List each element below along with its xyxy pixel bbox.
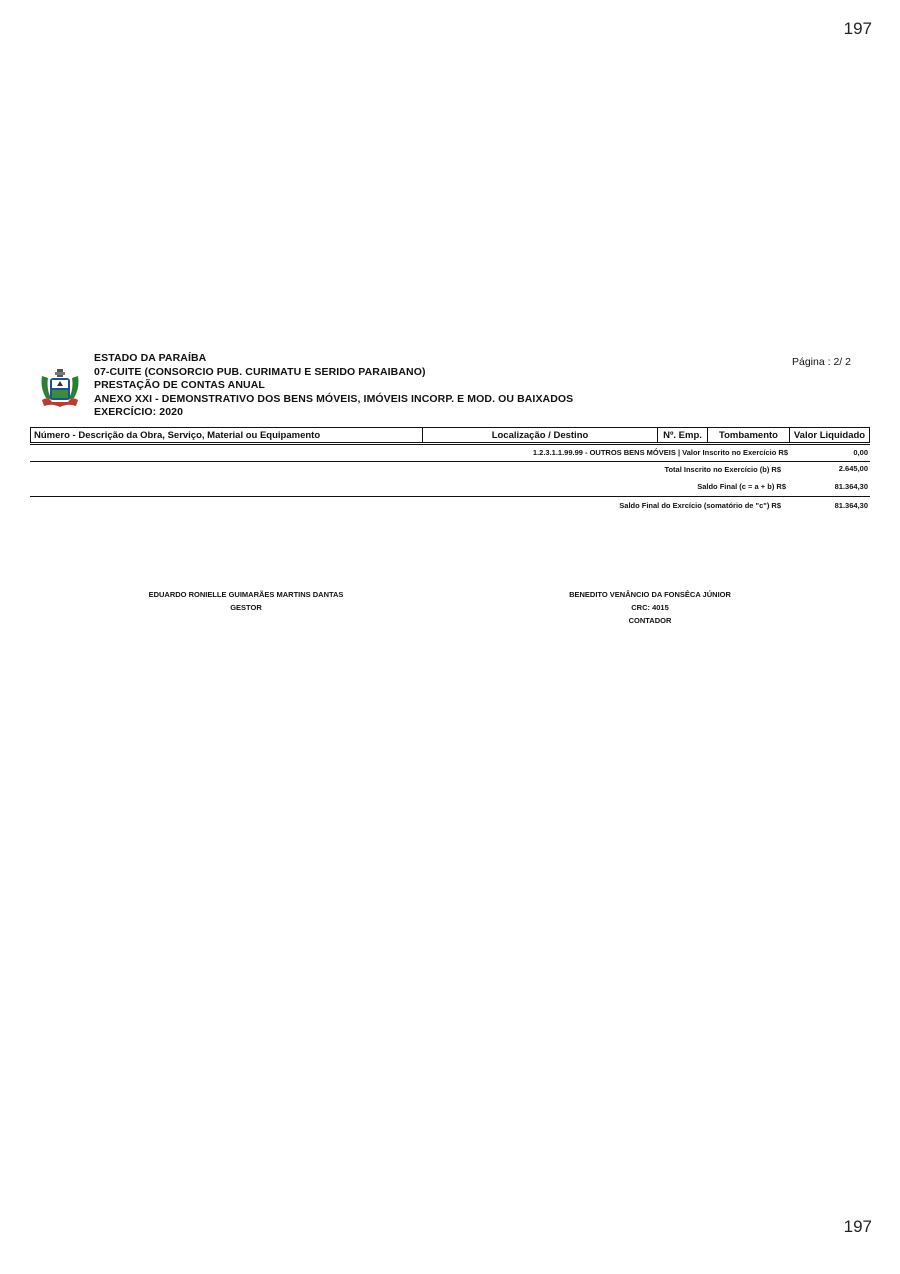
header-report-type: PRESTAÇÃO DE CONTAS ANUAL (94, 379, 265, 391)
row-label-outros-bens: 1.2.3.1.1.99.99 - OUTROS BENS MÓVEIS | Valor Inscrito no Exercício R$ (532, 448, 788, 457)
signer-role-gestor: GESTOR (230, 603, 262, 612)
row-value-saldo-exercicio: 81.364,30 (834, 501, 868, 510)
header-annex-title: ANEXO XXI - DEMONSTRATIVO DOS BENS MÓVEIS, IMÓVEIS INCORP. E MOD. OU BAIXADOS (94, 392, 574, 405)
header-fiscal-year: EXERCÍCIO: 2020 (94, 406, 184, 418)
page-number-top: 197 (843, 19, 872, 38)
signer-name-contador: BENEDITO VENÂNCIO DA FONSÊCA JÚNIOR (569, 590, 731, 599)
header-entity: 07-CUITE (CONSORCIO PUB. CURIMATU E SERIDO PARAIBANO) (94, 365, 426, 378)
row-value-total-inscrito: 2.645,00 (838, 464, 868, 473)
page-number-bottom: 197 (843, 1217, 872, 1236)
header-state: ESTADO DA PARAÍBA (94, 352, 207, 364)
signer-role-contador: CONTADOR (628, 616, 672, 625)
document-header (94, 352, 573, 420)
column-header-tombamento: Tombamento (707, 427, 790, 443)
column-header-emp-number: Nº. Emp. (657, 427, 708, 443)
paraiba-coat-of-arms-logo (38, 366, 82, 412)
column-header-description: Número - Descrição da Obra, Serviço, Material ou Equipamento (30, 427, 423, 443)
row-label-saldo-exercicio: Saldo Final do Exrcício (somatório de "c") R$ (619, 501, 781, 510)
row-label-saldo-final: Saldo Final (c = a + b) R$ (697, 482, 786, 491)
column-header-location: Localização / Destino (422, 427, 658, 443)
column-header-value: Valor Liquidado (789, 427, 870, 443)
signature-left (106, 588, 386, 614)
row-label-total-inscrito: Total Inscrito no Exercício (b) R$ (664, 465, 781, 474)
row-value-saldo-final: 81.364,30 (834, 482, 868, 491)
row-divider (30, 461, 870, 462)
row-value-outros-bens: 0,00 (853, 448, 868, 457)
page-indicator: Página : 2/ 2 (792, 356, 851, 368)
header-bottom-rule (30, 444, 870, 445)
signer-name-gestor: EDUARDO RONIELLE GUIMARÃES MARTINS DANTAS (148, 590, 344, 599)
total-divider (30, 496, 870, 497)
signer-crc: CRC: 4015 (631, 603, 669, 612)
signature-right (510, 588, 790, 627)
